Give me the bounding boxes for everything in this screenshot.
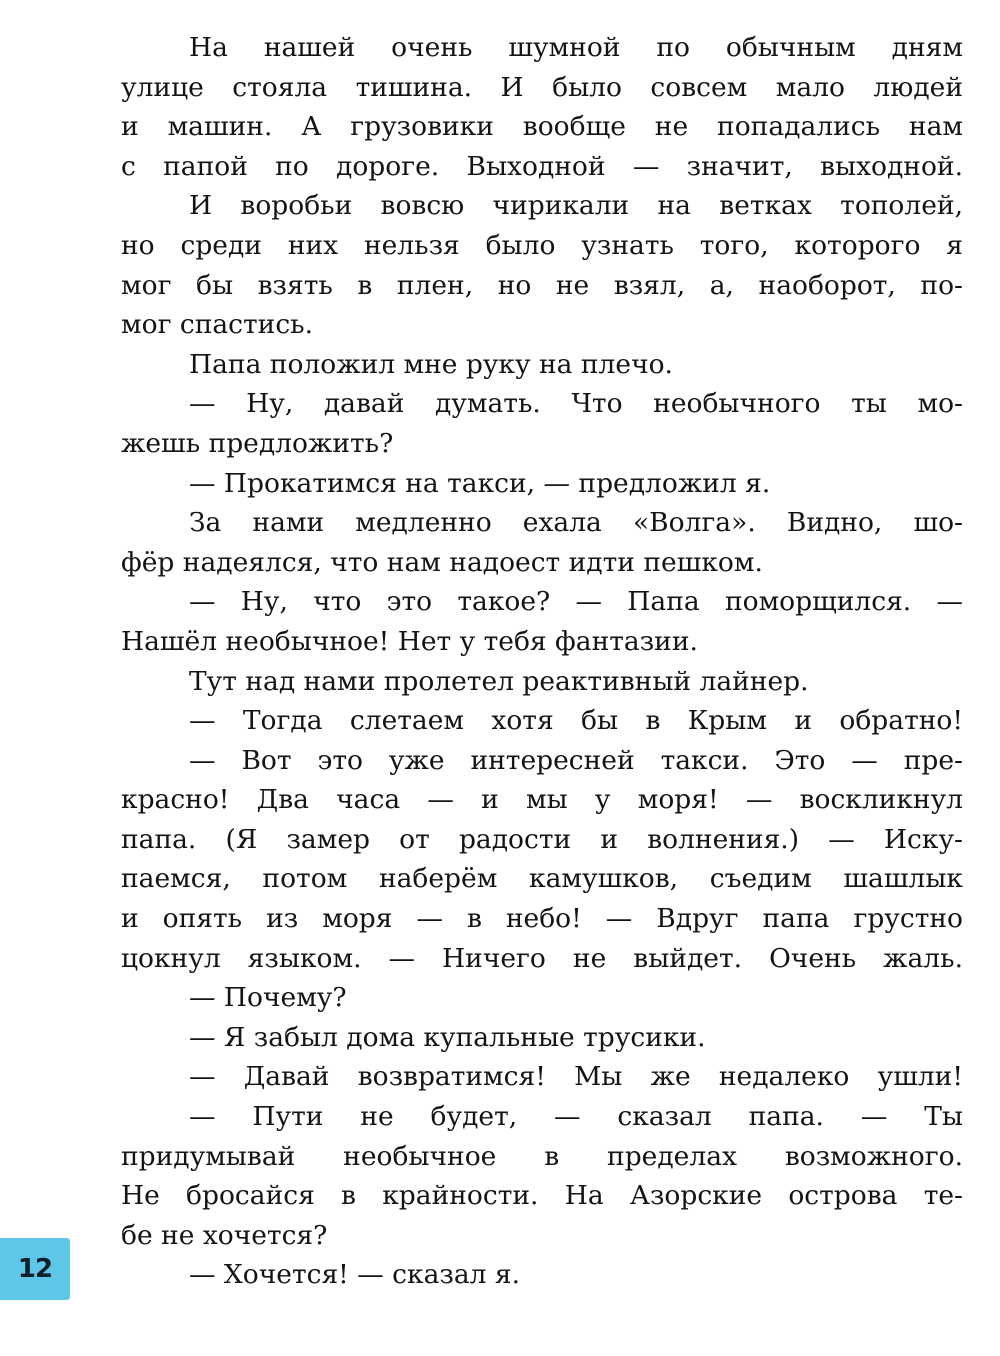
text-line: — Хочется! — сказал я.: [189, 1259, 521, 1291]
text-line: паемся, потом наберём камушков, съедим шашлык: [121, 863, 963, 895]
text-line: — Ну, давай думать. Что необычного ты мо-: [189, 388, 963, 420]
text-line: папа. (Я замер от радости и волнения.) — Иску-: [121, 823, 963, 855]
text-line: с папой по дороге. Выходной — значит, выходной.: [121, 150, 963, 182]
text-line: — Почему?: [189, 982, 347, 1014]
text-line: И воробьи вовсю чирикали на ветках тополей,: [189, 190, 963, 222]
text-line: — Пути не будет, — сказал папа. — Ты: [189, 1101, 963, 1133]
page-number: 12: [17, 1254, 53, 1284]
text-line: — Вот это уже интересней такси. Это — пре-: [189, 744, 963, 776]
text-line: — Давай возвратимся! Мы же недалеко ушли!: [189, 1061, 963, 1093]
text-line: фёр надеялся, что нам надоест идти пешком.: [121, 546, 763, 578]
text-line: бе не хочется?: [121, 1219, 328, 1251]
text-line: цокнул языком. — Ничего не выйдет. Очень жаль.: [121, 942, 963, 974]
text-line: — Ну, что это такое? — Папа поморщился. —: [189, 586, 963, 618]
text-line: — Тогда слетаем хотя бы в Крым и обратно!: [189, 705, 963, 737]
text-line: жешь предложить?: [121, 427, 394, 459]
page-number-badge: [0, 1238, 70, 1300]
text-line: Нашёл необычное! Нет у тебя фантазии.: [121, 625, 698, 657]
text-line: улице стояла тишина. И было совсем мало людей: [121, 71, 963, 103]
text-line: красно! Два часа — и мы у моря! — воскликнул: [121, 784, 963, 816]
text-line: Папа положил мне руку на плечо.: [189, 348, 673, 380]
text-line: — Прокатимся на такси, — предложил я.: [189, 467, 771, 499]
text-line: На нашей очень шумной по обычным дням: [189, 32, 963, 63]
text-line: но среди них нельзя было узнать того, которого я: [121, 229, 963, 261]
text-line: мог спастись.: [121, 309, 314, 341]
text-line: — Я забыл дома купальные трусики.: [189, 1021, 706, 1053]
text-line: Тут над нами пролетел реактивный лайнер.: [189, 665, 809, 697]
text-line: и опять из моря — в небо! — Вдруг папа грустно: [121, 903, 963, 935]
text-line: мог бы взять в плен, но не взял, а, наоборот, по-: [121, 269, 963, 301]
text-line: и машин. А грузовики вообще не попадались нам: [121, 111, 963, 143]
text-line: Не бросайся в крайности. На Азорские острова те-: [121, 1180, 963, 1212]
text-line: За нами медленно ехала «Волга». Видно, шо-: [189, 507, 963, 539]
story-text: [121, 28, 963, 1295]
text-line: придумывай необычное в пределах возможного.: [121, 1140, 963, 1172]
